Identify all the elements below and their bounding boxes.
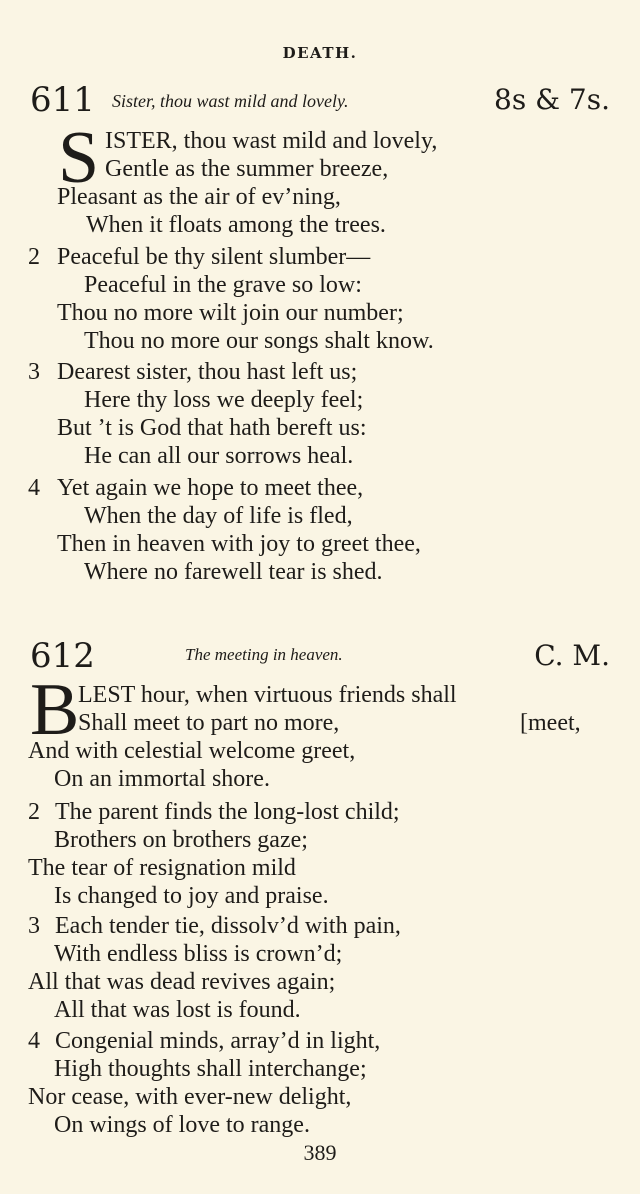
verse-line: Then in heaven with joy to greet thee, <box>57 531 421 557</box>
verse-line: All that was dead revives again; <box>28 969 336 995</box>
hymn-611-heading <box>30 80 610 124</box>
verse-line: Here thy loss we deeply feel; <box>84 387 364 413</box>
verse-line: Peaceful in the grave so low: <box>84 272 362 298</box>
verse-line: On an immortal shore. <box>54 766 270 792</box>
verse-line: Shall meet to part no more, <box>78 710 340 736</box>
verse-line: Brothers on brothers gaze; <box>54 827 308 853</box>
verse-line: ISTER, thou wast mild and lovely, <box>105 128 438 154</box>
verse-line: Gentle as the summer breeze, <box>105 156 389 182</box>
verse-line: Is changed to joy and praise. <box>54 883 329 909</box>
verse-line: On wings of love to range. <box>54 1112 310 1138</box>
hymn-title: Sister, thou wast mild and lovely. <box>112 91 349 111</box>
verse-line: Pleasant as the air of ev’ning, <box>57 184 341 210</box>
verse-line: Nor cease, with ever-new delight, <box>28 1084 352 1110</box>
verse-line: The tear of resignation mild <box>28 855 296 881</box>
verse-line: Each tender tie, dissolv’d with pain, <box>55 913 401 939</box>
verse-number: 2 <box>28 244 40 270</box>
verse-number: 4 <box>28 475 40 501</box>
verse-line: The parent finds the long-lost child; <box>55 799 400 825</box>
verse-line: Peaceful be thy silent slumber— <box>57 244 371 270</box>
page-header: DEATH. <box>282 44 358 62</box>
verse-line: With endless bliss is crown’d; <box>54 941 343 967</box>
turnover-word: [meet, <box>520 710 581 736</box>
verse-line: When it floats among the trees. <box>86 212 386 238</box>
verse-line: All that was lost is found. <box>54 997 301 1023</box>
verse-line: Yet again we hope to meet thee, <box>57 475 364 501</box>
verse-line: Where no farewell tear is shed. <box>84 559 383 585</box>
verse-number: 2 <box>28 799 40 825</box>
drop-cap: S <box>58 117 100 199</box>
verse-line: He can all our sorrows heal. <box>84 443 354 469</box>
verse-number: 3 <box>28 913 40 939</box>
verse-line: But ’t is God that hath bereft us: <box>57 415 367 441</box>
hymn-meter: C. M. <box>534 639 610 672</box>
verse-line: And with celestial welcome greet, <box>28 738 356 764</box>
verse-number: 3 <box>28 359 40 385</box>
verse-line: Congenial minds, array’d in light, <box>55 1028 381 1054</box>
verse-line: High thoughts shall interchange; <box>54 1056 367 1082</box>
verse-line: LEST hour, when virtuous friends shall <box>78 682 457 708</box>
verse-line: Thou no more our songs shalt know. <box>84 328 434 354</box>
verse-number: 4 <box>28 1028 40 1054</box>
hymn-title: The meeting in heaven. <box>185 645 343 664</box>
page-number: 389 <box>303 1140 337 1165</box>
verse-line: Dearest sister, thou hast left us; <box>57 359 358 385</box>
verse-line: When the day of life is fled, <box>84 503 353 529</box>
hymn-612-heading <box>30 636 610 680</box>
hymn-meter: 8s & 7s. <box>494 83 610 116</box>
hymn-number: 611 <box>30 80 95 120</box>
verse-line: Thou no more wilt join our number; <box>57 300 404 326</box>
drop-cap: B <box>30 669 80 751</box>
hymn-number: 612 <box>30 636 95 676</box>
